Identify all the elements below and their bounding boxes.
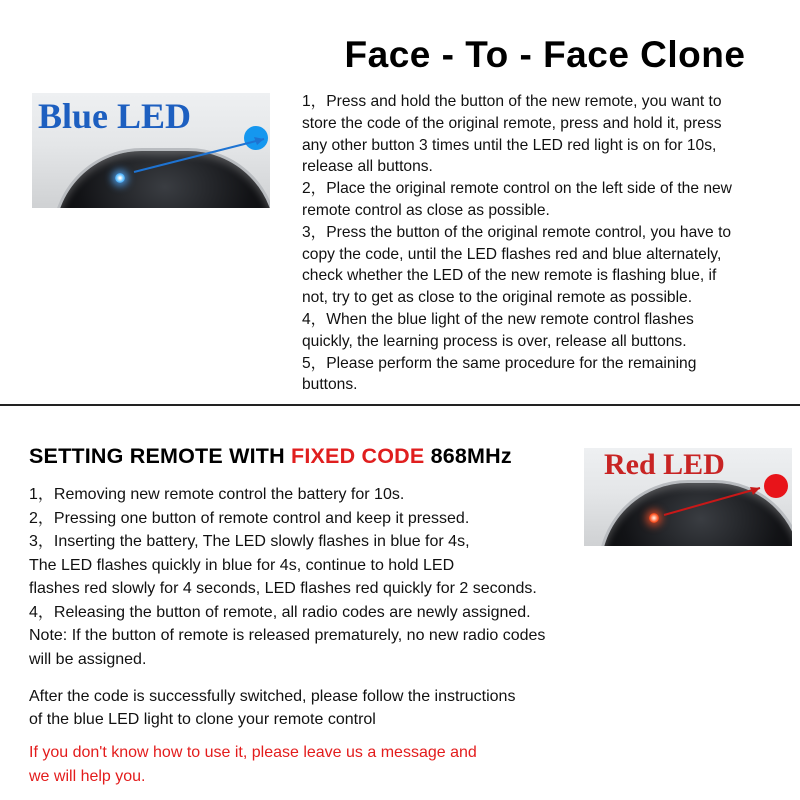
instruction-line: buttons. [302,376,358,394]
note-line: of the blue LED light to clone your remote control [29,711,376,728]
title-part: 868MHz [424,444,512,468]
clone-title: Face - To - Face Clone [344,34,746,75]
blue-led-label: Blue LED [38,96,192,136]
instruction-line: The LED flashes quickly in blue for 4s, continue to hold LED [29,556,455,574]
instruction-line: 3，Inserting the battery, The LED slowly flashes in blue for 4s, [29,533,470,550]
note-line: After the code is successfully switched, please follow the instructions [29,688,516,705]
instruction-line: copy the code, until the LED flashes red and blue alternately, [302,245,722,263]
clone-instructions [302,91,792,396]
instruction-line: remote control as close as possible. [302,201,550,219]
instruction-line: will be assigned. [29,650,147,668]
instruction-line: 3，Press the button of the original remote control, you have to [302,223,732,241]
instruction-line: 2，Pressing one button of remote control and keep it pressed. [29,509,470,527]
instruction-line: 4，When the blue light of the new remote control flashes [302,310,694,328]
instruction-line: store the code of the original remote, press and hold it, press [302,114,722,132]
title-part: SETTING REMOTE WITH [29,444,291,468]
instruction-line: any other button 3 times until the LED red light is on for 10s, [302,136,717,154]
help-message [29,741,669,788]
instruction-line: 2，Place the original remote control on the left side of the new [302,180,732,198]
instruction-line: 5，Please perform the same procedure for the remaining [302,354,697,372]
fixed-code-instructions [29,483,649,671]
help-line: If you don't know how to use it, please leave us a message and [29,744,477,761]
instruction-line: Note: If the button of remote is released prematurely, no new radio codes [29,627,546,644]
help-line: we will help you. [29,767,146,785]
instruction-line: check whether the LED of the new remote is flashing blue, if [302,267,717,285]
instruction-line: 4，Releasing the button of remote, all radio codes are newly assigned. [29,603,531,621]
red-led-label: Red LED [604,448,725,481]
instruction-line: release all buttons. [302,158,433,176]
blue-led-photo [32,93,270,208]
instruction-line: flashes red slowly for 4 seconds, LED flashes red quickly for 2 seconds. [29,580,537,597]
pointer-arrow-icon [32,93,270,208]
instruction-line: not, try to get as close to the original remote as possible. [302,289,693,307]
section-divider [0,404,800,406]
title-highlight: FIXED CODE [291,444,425,468]
instruction-line: 1，Press and hold the button of the new remote, you want to [302,93,722,110]
after-switch-note [29,685,669,731]
instruction-line: quickly, the learning process is over, release all buttons. [302,332,687,350]
fixed-code-title [29,444,512,469]
instruction-line: 1，Removing new remote control the battery for 10s. [29,486,405,503]
